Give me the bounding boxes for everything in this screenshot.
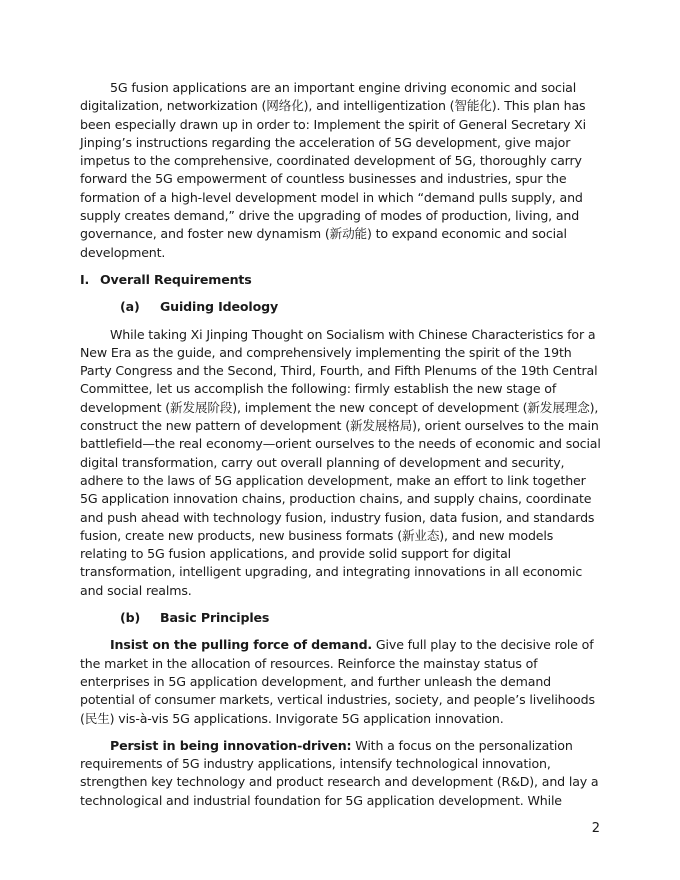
principle-demand-body: Give full play to the decisive role of the market in the allocation of resources. Reinforce the mainstay status of enterprises in 5G application development, and further unleash the demand potential of consumer markets, vertical industries, society, and people’s livelihoods (民生) vis-à-vis 5G applications. Invigorate 5G application innovation. — [80, 637, 595, 726]
page-number: 2 — [591, 821, 600, 836]
principle-demand-lead: Insist on the pulling force of demand. — [110, 637, 373, 653]
principle-innovation-body: With a focus on the personalization requirements of 5G industry applications, intensify technological innovation, strengthen key technology and product research and development (R&D), and lay a technological and industrial foundation for 5G application development. While — [80, 737, 599, 808]
intro-paragraph: 5G fusion applications are an important engine driving economic and social digitalization, networkization (网络化), and intelligentization (智能化). This plan has been especially drawn up in order to: Implement the spirit of General Secretary Xi Jinping’s instructions regarding the acceleration of 5G development, give major impetus to the comprehensive, coordinated development of 5G, thoroughly carry forward the 5G empowerment of countless businesses and industries, spur the formation of a high-level development model in which “demand pulls supply, and supply creates demand,” drive the upgrading of modes of production, living, and governance, and foster new dynamism (新动能) to expand economic and social development. — [80, 80, 586, 260]
subsection-title: Basic Principles — [160, 610, 270, 626]
section-heading-overall-requirements — [80, 271, 602, 289]
subsection-title: Guiding Ideology — [160, 299, 279, 315]
subsection-number: (a) — [120, 299, 140, 315]
section-title: Overall Requirements — [100, 271, 252, 287]
subsection-number: (b) — [120, 610, 141, 626]
section-number: I. — [80, 271, 90, 287]
subsection-heading-basic-principles — [120, 609, 602, 627]
subsection-heading-guiding-ideology — [120, 298, 602, 316]
document-page — [80, 79, 602, 819]
principle-innovation-lead: Persist in being innovation-driven: — [110, 737, 352, 753]
principle-demand-paragraph — [80, 636, 602, 727]
guiding-ideology-paragraph: While taking Xi Jinping Thought on Socialism with Chinese Characteristics for a New Era as the guide, and comprehensively implementing the spirit of the 19th Party Congress and the Second, Third, Fourth, and Fifth Plenums of the 19th Central Committee, let us accomplish the following: firmly establish the new stage of development (新发展阶段), implement the new concept of development (新发展理念), construct the new pattern of development (新发展格局), orient ourselves to the main battlefield—the real economy—orient ourselves to the needs of economic and social digital transformation, carry out overall planning of development and security, adhere to the laws of 5G application development, make an effort to link together 5G application innovation chains, production chains, and supply chains, coordinate and push ahead with technology fusion, industry fusion, data fusion, and standards fusion, create new products, new business formats (新业态), and new models relating to 5G fusion applications, and provide solid support for digital transformation, intelligent upgrading, and integrating innovations in all economic and social realms. — [80, 326, 601, 598]
principle-innovation-paragraph — [80, 737, 602, 810]
